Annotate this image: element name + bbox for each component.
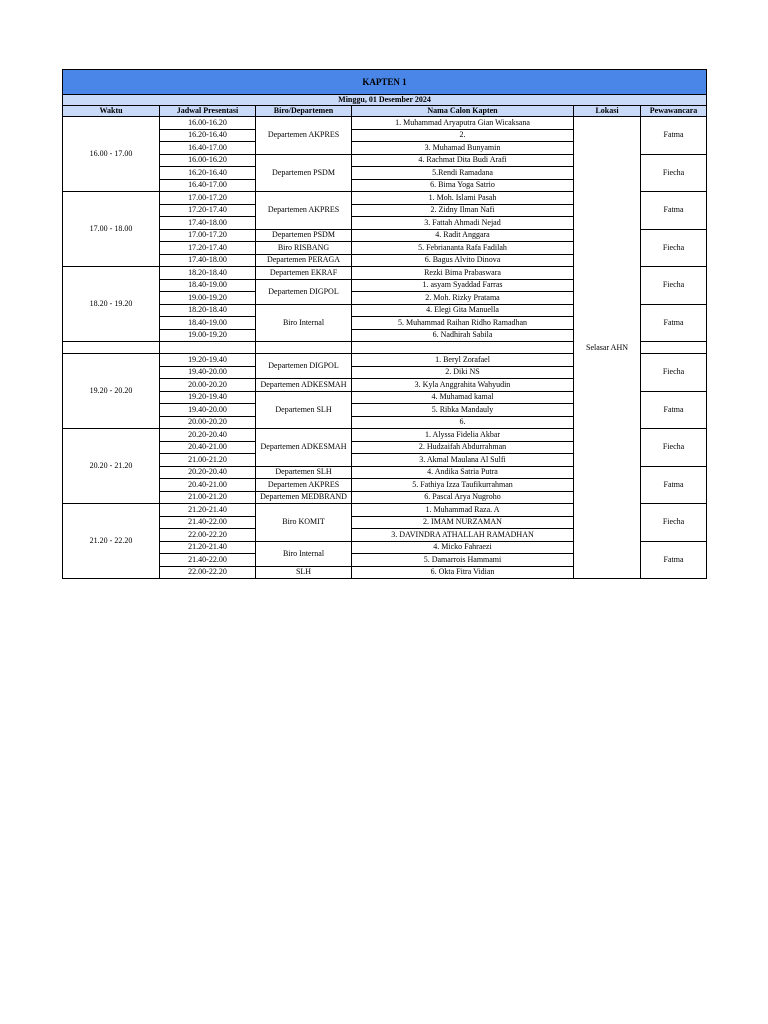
candidate-name-cell: 2. IMAM NURZAMAN bbox=[352, 516, 574, 529]
header-pewawancara: Pewawancara bbox=[641, 106, 707, 117]
time-range-cell: 16.00 - 17.00 bbox=[63, 117, 160, 192]
empty-cell bbox=[160, 342, 256, 354]
candidate-name-cell: 2. bbox=[352, 129, 574, 142]
empty-cell bbox=[641, 342, 707, 354]
candidate-name-cell: 4. Elegi Gita Manuella bbox=[352, 304, 574, 317]
department-cell: Departemen MEDBRAND bbox=[256, 491, 352, 504]
candidate-name-cell: 4. Rachmat Dita Budi Arafi bbox=[352, 154, 574, 167]
header-nama: Nama Calon Kapten bbox=[352, 106, 574, 117]
department-cell: Departemen SLH bbox=[256, 391, 352, 429]
interviewer-cell: Fatma bbox=[641, 541, 707, 579]
department-cell: Departemen DIGPOL bbox=[256, 354, 352, 379]
schedule-cell: 20.20-20.40 bbox=[160, 466, 256, 479]
candidate-name-cell: 4. Radit Anggara bbox=[352, 229, 574, 242]
schedule-cell: 20.20-20.40 bbox=[160, 429, 256, 442]
department-cell: Departemen AKPRES bbox=[256, 479, 352, 492]
department-cell: Biro RISBANG bbox=[256, 242, 352, 255]
department-cell: Departemen ADKESMAH bbox=[256, 379, 352, 392]
department-cell: Departemen EKRAF bbox=[256, 267, 352, 280]
schedule-cell: 19.20-19.40 bbox=[160, 354, 256, 367]
table-row bbox=[63, 117, 707, 130]
candidate-name-cell: 6. Bima Yoga Satrio bbox=[352, 179, 574, 192]
candidate-name-cell: 6. bbox=[352, 416, 574, 429]
department-cell: Departemen AKPRES bbox=[256, 192, 352, 230]
schedule-cell: 21.40-22.00 bbox=[160, 554, 256, 567]
time-range-cell: 21.20 - 22.20 bbox=[63, 504, 160, 579]
candidate-name-cell: 2. Hudzaifah Abdurrahman bbox=[352, 441, 574, 454]
candidate-name-cell: 5. Muhammad Raihan Ridho Ramadhan bbox=[352, 317, 574, 330]
header-jadwal: Jadwal Presentasi bbox=[160, 106, 256, 117]
candidate-name-cell: 1. Beryl Zorafael bbox=[352, 354, 574, 367]
candidate-name-cell: 4. Andika Satria Putra bbox=[352, 466, 574, 479]
candidate-name-cell: 5.Rendi Ramadana bbox=[352, 167, 574, 180]
schedule-cell: 16.20-16.40 bbox=[160, 129, 256, 142]
candidate-name-cell: 2. Zidny Ilman Nafi bbox=[352, 204, 574, 217]
schedule-cell: 22.00-22.20 bbox=[160, 566, 256, 579]
department-cell: Biro Internal bbox=[256, 304, 352, 342]
schedule-cell: 17.40-18.00 bbox=[160, 217, 256, 230]
interviewer-cell: Fiecha bbox=[641, 354, 707, 392]
location-cell: Selasar AHN bbox=[574, 117, 641, 579]
candidate-name-cell: 1. Alyssa Fidelia Akbar bbox=[352, 429, 574, 442]
candidate-name-cell: 5. Damarrois Hammami bbox=[352, 554, 574, 567]
schedule-cell: 16.40-17.00 bbox=[160, 179, 256, 192]
schedule-cell: 22.00-22.20 bbox=[160, 529, 256, 542]
schedule-cell: 21.00-21.20 bbox=[160, 454, 256, 467]
schedule-cell: 19.40-20.00 bbox=[160, 404, 256, 417]
department-cell: Departemen ADKESMAH bbox=[256, 429, 352, 467]
schedule-cell: 18.20-18.40 bbox=[160, 304, 256, 317]
candidate-name-cell: 2. Diki NS bbox=[352, 366, 574, 379]
candidate-name-cell: 6. Pascal Arya Nugroho bbox=[352, 491, 574, 504]
interviewer-cell: Fiecha bbox=[641, 229, 707, 267]
header-lokasi: Lokasi bbox=[574, 106, 641, 117]
time-range-cell: 18.20 - 19.20 bbox=[63, 267, 160, 342]
schedule-cell: 17.00-17.20 bbox=[160, 229, 256, 242]
interviewer-cell: Fatma bbox=[641, 466, 707, 504]
candidate-name-cell: 5. Fathiya Izza Taufikurrahman bbox=[352, 479, 574, 492]
candidate-name-cell: 4. Micko Fahraezi bbox=[352, 541, 574, 554]
header-waktu: Waktu bbox=[63, 106, 160, 117]
interviewer-cell: Fatma bbox=[641, 304, 707, 342]
department-cell: Departemen PSDM bbox=[256, 154, 352, 192]
schedule-cell: 18.40-19.00 bbox=[160, 279, 256, 292]
schedule-cell: 20.40-21.00 bbox=[160, 479, 256, 492]
interviewer-cell: Fiecha bbox=[641, 429, 707, 467]
candidate-name-cell: Rezki Bima Prabaswara bbox=[352, 267, 574, 280]
interviewer-cell: Fiecha bbox=[641, 267, 707, 305]
department-cell: Biro KOMIT bbox=[256, 504, 352, 542]
header-biro: Biro/Departemen bbox=[256, 106, 352, 117]
candidate-name-cell: 3. DAVINDRA ATHALLAH RAMADHAN bbox=[352, 529, 574, 542]
candidate-name-cell: 3. Kyla Anggrahita Wahyudin bbox=[352, 379, 574, 392]
schedule-cell: 19.40-20.00 bbox=[160, 366, 256, 379]
schedule-cell: 17.20-17.40 bbox=[160, 242, 256, 255]
schedule-cell: 17.40-18.00 bbox=[160, 254, 256, 267]
candidate-name-cell: 5. Ribka Mandauly bbox=[352, 404, 574, 417]
department-cell: Departemen DIGPOL bbox=[256, 279, 352, 304]
schedule-table bbox=[62, 69, 707, 579]
department-cell: Departemen SLH bbox=[256, 466, 352, 479]
department-cell: SLH bbox=[256, 566, 352, 579]
empty-cell bbox=[256, 342, 352, 354]
schedule-cell: 21.40-22.00 bbox=[160, 516, 256, 529]
date-label: Minggu, 01 Desember 2024 bbox=[63, 95, 707, 106]
empty-cell bbox=[352, 342, 574, 354]
schedule-cell: 16.00-16.20 bbox=[160, 117, 256, 130]
schedule-cell: 16.00-16.20 bbox=[160, 154, 256, 167]
candidate-name-cell: 1. Moh. Islami Pasah bbox=[352, 192, 574, 205]
schedule-cell: 20.00-20.20 bbox=[160, 416, 256, 429]
table-title: KAPTEN 1 bbox=[63, 70, 707, 95]
schedule-cell: 16.20-16.40 bbox=[160, 167, 256, 180]
candidate-name-cell: 6. Bagus Alvito Dinova bbox=[352, 254, 574, 267]
department-cell: Departemen AKPRES bbox=[256, 117, 352, 155]
schedule-cell: 17.00-17.20 bbox=[160, 192, 256, 205]
interviewer-cell: Fiecha bbox=[641, 154, 707, 192]
interviewer-cell: Fatma bbox=[641, 192, 707, 230]
interviewer-cell: Fiecha bbox=[641, 504, 707, 542]
empty-cell bbox=[63, 342, 160, 354]
schedule-cell: 19.00-19.20 bbox=[160, 292, 256, 305]
schedule-cell: 19.20-19.40 bbox=[160, 391, 256, 404]
schedule-cell: 21.20-21.40 bbox=[160, 541, 256, 554]
schedule-cell: 16.40-17.00 bbox=[160, 142, 256, 155]
candidate-name-cell: 3. Akmal Maulana Al Sulfi bbox=[352, 454, 574, 467]
candidate-name-cell: 2. Moh. Rizky Pratama bbox=[352, 292, 574, 305]
schedule-cell: 21.20-21.40 bbox=[160, 504, 256, 517]
candidate-name-cell: 4. Muhamad kamal bbox=[352, 391, 574, 404]
schedule-cell: 20.00-20.20 bbox=[160, 379, 256, 392]
department-cell: Departemen PERAGA bbox=[256, 254, 352, 267]
schedule-cell: 18.20-18.40 bbox=[160, 267, 256, 280]
candidate-name-cell: 3. Muhamad Bunyamin bbox=[352, 142, 574, 155]
interviewer-cell: Fatma bbox=[641, 391, 707, 429]
time-range-cell: 17.00 - 18.00 bbox=[63, 192, 160, 267]
schedule-cell: 19.00-19.20 bbox=[160, 329, 256, 342]
candidate-name-cell: 1. Muhammad Raza. A bbox=[352, 504, 574, 517]
schedule-cell: 20.40-21.00 bbox=[160, 441, 256, 454]
department-cell: Departemen PSDM bbox=[256, 229, 352, 242]
candidate-name-cell: 5. Febriananta Rafa Fadilah bbox=[352, 242, 574, 255]
candidate-name-cell: 1. Muhammad Aryaputra Gian Wicaksana bbox=[352, 117, 574, 130]
candidate-name-cell: 6. Okta Fitra Vidian bbox=[352, 566, 574, 579]
time-range-cell: 19.20 - 20.20 bbox=[63, 354, 160, 429]
schedule-cell: 21.00-21.20 bbox=[160, 491, 256, 504]
candidate-name-cell: 6. Nadhirah Sabila bbox=[352, 329, 574, 342]
department-cell: Biro Internal bbox=[256, 541, 352, 566]
time-range-cell: 20.20 - 21.20 bbox=[63, 429, 160, 504]
candidate-name-cell: 3. Fattah Ahmadi Nejad bbox=[352, 217, 574, 230]
schedule-cell: 17.20-17.40 bbox=[160, 204, 256, 217]
candidate-name-cell: 1. asyam Syaddad Farras bbox=[352, 279, 574, 292]
interviewer-cell: Fatma bbox=[641, 117, 707, 155]
schedule-cell: 18.40-19.00 bbox=[160, 317, 256, 330]
